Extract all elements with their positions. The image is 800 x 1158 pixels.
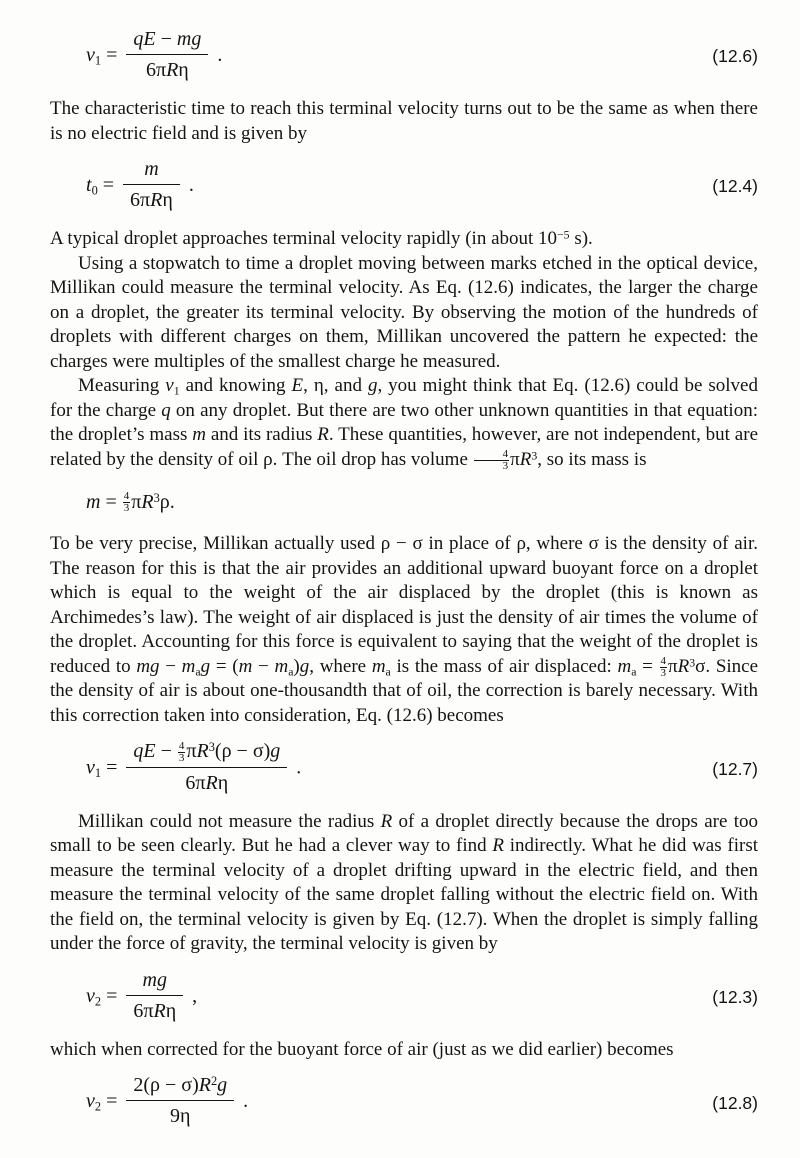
text-run: .: [212, 44, 223, 67]
equation: [50, 29, 758, 84]
math-variable: E: [291, 375, 304, 396]
text-run: π: [668, 655, 678, 677]
equation: [50, 159, 758, 214]
math-variable: mg: [176, 28, 202, 50]
superscript: 3: [153, 490, 160, 505]
paragraph: [50, 810, 758, 957]
text-run: . These quantities, however, are not independent, but are related by the density of oil ρ. The oil drop has volume: [50, 424, 759, 470]
math-variable: t: [86, 174, 92, 197]
paragraph: [50, 252, 758, 375]
text-run: , η, and: [303, 375, 368, 396]
subscript: 0: [91, 183, 98, 198]
math-variable: m: [617, 655, 632, 677]
math-variable: m: [144, 158, 159, 180]
small-fraction: $\frac{4}{3}$: [474, 449, 510, 472]
math-variable: R: [196, 740, 209, 762]
math-variable: R: [380, 810, 393, 832]
text-run: =: [97, 174, 120, 197]
math-variable: m: [274, 655, 289, 677]
text-run: =: [636, 655, 659, 677]
text-run: To be very precise, Millikan actually used ρ − σ in place of ρ, where σ is the density of air. The reason for this is that the air provides an additional upward buoyant force on a droplet which is equal to the weight of the air displaced by the droplet (this is known as Archimedes’s law). The weight of air displaced is just the density of air times the volume of the droplet. Accounting for this force is equivalent to saying that the weight of the droplet is reduced to: [50, 533, 758, 677]
text-run: .: [238, 1090, 249, 1113]
math-variable: R: [317, 424, 329, 445]
text-run: which when corrected for the buoyant force of air (just as we did earlier) becomes: [50, 1038, 674, 1060]
math-variable: mg: [142, 968, 167, 991]
math-variable: R: [150, 189, 163, 211]
equation-body: [50, 970, 712, 1025]
fraction-denominator: [126, 55, 208, 82]
display-fraction: [126, 968, 183, 1023]
subscript: 1: [94, 766, 102, 781]
math-variable: R: [677, 655, 690, 677]
math-variable: R: [198, 1074, 211, 1097]
equation: [50, 970, 758, 1025]
text-run: is the mass of air displaced:: [390, 655, 618, 677]
paragraph: [50, 1038, 758, 1063]
text-run: s).: [569, 228, 593, 249]
superscript: 3: [208, 740, 215, 755]
math-variable: v: [165, 375, 174, 396]
text-run: ): [293, 655, 300, 677]
text-run: of a droplet directly because the drops are too small to be seen clearly. But he had a clever way to find: [50, 810, 758, 857]
superscript: 2: [210, 1074, 218, 1089]
paragraph: [50, 97, 758, 146]
fraction-numerator: [126, 968, 183, 996]
math-variable: m: [192, 424, 206, 445]
equation: [50, 485, 758, 519]
subscript: a: [288, 664, 294, 678]
text-run: =: [101, 985, 123, 1007]
text-run: and its radius: [206, 424, 318, 445]
text-run: 6π: [145, 59, 167, 81]
text-run: Using a stopwatch to time a droplet moving between marks etched in the optical device, Millikan could measure the terminal velocity. As Eq. (12.6) indicates, the larger the charge on a droplet, the greater its terminal velocity. By observing the motion of the hundreds of droplets with different charges on them, Millikan uncovered the pattern he expected: the charges were multiples of the smallest charge he measured.: [50, 252, 758, 372]
fraction-numerator: [126, 739, 287, 768]
text-run: =: [101, 756, 123, 779]
text-run: ,: [187, 985, 198, 1007]
subscript: a: [385, 664, 391, 678]
text-run: Millikan could not measure the radius: [78, 810, 381, 832]
display-fraction: [123, 157, 180, 212]
math-variable: R: [492, 835, 504, 857]
subscript: 1: [173, 384, 180, 398]
text-run: η: [217, 771, 229, 794]
paragraph: [50, 532, 758, 728]
subscript: 2: [94, 1099, 102, 1114]
subscript: a: [195, 664, 201, 678]
text-run: and knowing: [179, 375, 292, 396]
text-run: π: [186, 740, 197, 762]
math-variable: m: [238, 655, 253, 677]
equation-number: (12.6): [712, 46, 758, 67]
text-run: 2(ρ − σ): [133, 1074, 199, 1097]
text-run: .: [291, 756, 302, 779]
text-run: η: [162, 189, 173, 211]
equation-number: (12.4): [712, 176, 758, 197]
text-run: .: [183, 174, 194, 197]
math-variable: g: [299, 655, 310, 677]
text-run: σ: [695, 655, 706, 677]
text-run: −: [155, 28, 177, 50]
fraction-numerator: [126, 27, 208, 55]
text-run: −: [155, 740, 177, 762]
equation-body: [50, 1075, 712, 1130]
text-run: 6π: [133, 999, 154, 1022]
math-variable: g: [270, 740, 281, 762]
paragraph: [50, 374, 758, 472]
paragraph: [50, 227, 758, 252]
math-variable: v: [86, 756, 95, 779]
equation-number: (12.3): [712, 987, 758, 1008]
text-run: =: [100, 490, 122, 513]
display-fraction: [126, 739, 287, 795]
math-variable: m: [371, 655, 386, 677]
math-variable: qE: [133, 740, 156, 762]
math-variable: R: [519, 448, 532, 470]
text-run: π: [510, 448, 520, 470]
subscript: a: [631, 664, 637, 678]
subscript: 2: [94, 994, 102, 1009]
math-variable: qE: [133, 28, 156, 50]
text-run: 6π: [185, 771, 206, 794]
small-fraction: $\frac{4}{3}$: [123, 490, 130, 515]
text-run: indirectly. What he did was first measure the terminal velocity of a droplet drifting upward in the electric field, and then measure the terminal velocity of the same droplet falling without the electric field on. With the field on, the terminal velocity is given by Eq. (12.7). When the droplet is simply falling under the force of gravity, the terminal velocity is given by: [50, 835, 758, 955]
text-run: on any droplet. But there are two other unknown quantities in that equation: the droplet’s mass: [50, 399, 758, 445]
text-run: , you might think that Eq. (12.6) could be solved for the charge: [50, 375, 758, 421]
equation-body: [50, 490, 758, 515]
equation-body: [50, 741, 712, 797]
text-run: = (: [210, 655, 239, 677]
superscript: −5: [557, 228, 570, 242]
text-run: −: [252, 655, 275, 677]
math-variable: g: [217, 1074, 228, 1097]
small-fraction: $\frac{4}{3}$: [178, 739, 185, 764]
fraction-denominator: [126, 1101, 234, 1128]
math-variable: R: [166, 59, 179, 81]
subscript: 1: [94, 53, 102, 68]
math-variable: R: [153, 999, 166, 1022]
equation-body: [50, 159, 712, 214]
text-run: π: [131, 490, 142, 513]
text-run: −: [159, 655, 182, 677]
text-run: Measuring: [78, 375, 166, 396]
math-variable: g: [367, 375, 378, 396]
equation: [50, 1075, 758, 1130]
math-variable: v: [86, 1090, 95, 1113]
superscript: 3: [689, 655, 696, 669]
display-fraction: [126, 1073, 234, 1128]
text-run: =: [101, 44, 123, 67]
equation: [50, 741, 758, 797]
math-variable: R: [205, 771, 218, 794]
text-run: The characteristic time to reach this terminal velocity turns out to be the same as when there is no electric field and is given by: [50, 98, 758, 144]
math-variable: v: [86, 985, 95, 1007]
fraction-denominator: [126, 768, 287, 795]
text-run: A typical droplet approaches terminal velocity rapidly (in about 10: [50, 228, 558, 249]
math-variable: m: [86, 490, 101, 513]
math-variable: mg: [136, 655, 160, 677]
text-run: , so its mass is: [537, 448, 647, 470]
text-run: =: [101, 1090, 123, 1113]
text-run: η: [165, 999, 177, 1022]
fraction-numerator: [126, 1073, 234, 1101]
math-variable: R: [141, 490, 154, 513]
fraction-denominator: [126, 996, 183, 1023]
equation-number: (12.8): [712, 1092, 758, 1113]
text-run: 6π: [130, 189, 151, 211]
text-run: (ρ − σ): [214, 740, 271, 762]
display-fraction: [126, 27, 208, 82]
text-run: . Since the density of air is about one-thousandth that of oil, the correction is barely necessary. With this correction taken into consideration, Eq. (12.6) becomes: [50, 655, 759, 726]
fraction-numerator: [123, 157, 180, 185]
text-run: η: [178, 59, 189, 81]
math-variable: v: [86, 44, 95, 67]
page-content: [50, 29, 758, 1130]
equation-body: [50, 29, 712, 84]
equation-number: (12.7): [712, 758, 758, 779]
math-variable: g: [200, 655, 211, 677]
superscript: 3: [531, 448, 538, 462]
fraction-denominator: [123, 185, 180, 212]
text-run: ρ.: [159, 490, 175, 513]
text-run: , where: [309, 655, 372, 677]
math-variable: q: [161, 399, 171, 421]
small-fraction: $\frac{4}{3}$: [660, 654, 667, 679]
text-run: 9η: [170, 1105, 191, 1128]
math-variable: m: [181, 655, 196, 677]
